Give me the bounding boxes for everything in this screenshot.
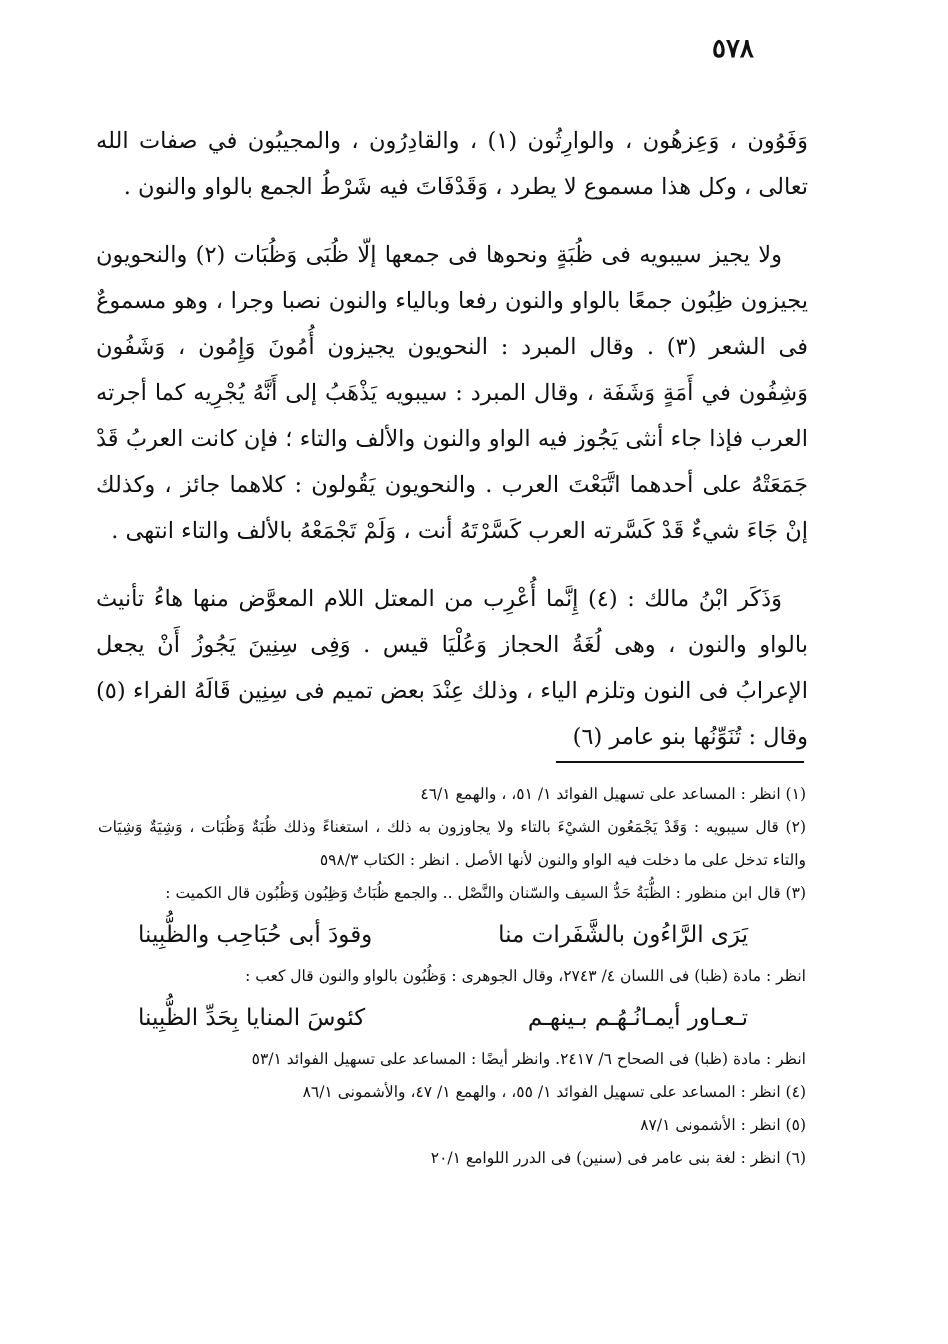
verse-2-second-hemistich: كئوسَ المنايا بِحَدِّ الظُّبِينا xyxy=(138,1005,366,1031)
poetry-verse-2 xyxy=(98,993,806,1043)
footnote-4: (٤) انظر : المساعد على تسهيل الفوائد ١/ ٥٥، ، والهمع ١/ ٤٧، والأشمونى ٨٦/١ xyxy=(302,1083,806,1101)
poetry-verse-1 xyxy=(98,910,806,960)
footnote-3-source: انظر : مادة (ظبا) فى اللسان ٤/ ٢٧٤٣، وقال الجوهرى : وَظُبُون بالواو والنون قال كعب : xyxy=(245,967,806,985)
verse-2-first-hemistich: تـعـاور أيمـانُـهُـم بـينهـم xyxy=(527,1005,748,1031)
footnote-2: (٢) قال سيبويه : وَقَدْ يَجْمَعُون الشيْءَ بالتاء ولا يجاوزون به ذلك ، استغناءً وذلك ظُبَةٌ وَظُبَات ، وَشِيَةٌ وَشِيَات والتاء تدخل على ما دخلت فيه الواو والنون لأنها الأصل . انظر : الكتاب ٥٩٨/٣ xyxy=(98,818,806,869)
paragraph-2: ولا يجيز سيبويه فى ظُبَةٍ ونحوها فى جمعها إلّا ظُبَى وَظُبَات (٢) والنحويون يجيزون ظِبُون جمعًا بالواو والنون رفعا وبالياء والنون نصبا وجرا ، وهو مسموعٌ فى الشعر (٣) . وقال المبرد : النحويون يجيزون أُمُونَ وَإِمُون ، وَشَفُون وَشِفُون في أَمَةٍ وَشَفَة ، وقال المبرد : سيبويه يَذْهَبُ إلى أَنَّهُ يُجْرِيه كما أجرته العرب فإذا جاء أنثى يَجُوز فيه الواو والنون والألف والتاء ؛ فإن كانت العربُ قَدْ جَمَعَتْهُ على أحدهما اتَّبَعْتَ العرب . والنحويون يَقُولون : كلاهما جائز ، وكذلك إنْ جَاءَ شيءٌ قَدْ كَسَّرته العرب كَسَّرْتَهُ أنت ، وَلَمْ تَجْمَعْهُ بالألف والتاء انتهى . xyxy=(96,242,808,544)
verse-1-second-hemistich: وقودَ أبى حُبَاحِب والظُّبِينا xyxy=(138,922,373,948)
footnote-5: (٥) انظر : الأشمونى ٨٧/١ xyxy=(640,1116,806,1134)
main-text xyxy=(96,118,808,782)
footnote-3-source-2: انظر : مادة (ظبا) فى الصحاح ٦/ ٢٤١٧. وانظر أيضًا : المساعد على تسهيل الفوائد ٥٣/١ xyxy=(251,1050,806,1068)
footnotes xyxy=(98,778,806,1175)
verse-1-first-hemistich: يَرَى الرَّاءُون بالشَّفَرات منا xyxy=(498,922,748,948)
footnote-6: (٦) انظر : لغة بنى عامر فى (سنين) فى الدرر اللوامع ٢٠/١ xyxy=(430,1149,806,1167)
footnote-divider xyxy=(556,761,804,763)
page-number: ٥٧٨ xyxy=(712,34,754,64)
footnote-3: (٣) قال ابن منظور : الظُّبَةُ حَدُّ السيف والسّنان والنَّصْل .. والجمع ظُبَاتٌ وَظِبُون وَظُبُون قال الكميت : xyxy=(165,884,806,902)
paragraph-1: وَفَوُون ، وَعِزهُون ، والوارِثُون (١) ، والقادِرُون ، والمجيبُون في صفات الله تعالى ، وكل هذا مسموع لا يطرد ، وَقَدْفَاتَ فيه شَرْطُ الجمع بالواو والنون . xyxy=(96,128,808,200)
footnote-1: (١) انظر : المساعد على تسهيل الفوائد ١/ ٥١، ، والهمع ٤٦/١ xyxy=(420,785,806,803)
paragraph-3: وَذَكَر ابْنُ مالك : (٤) إِنَّما أُعْرِب من المعتل اللام المعوَّض منها هاءُ تأنيث بالواو والنون ، وهى لُغَةُ الحجاز وَعُلْيَا قيس . وَفِى سِنِينَ يَجُوزُ أَنْ يجعل الإعرابُ فى النون وتلزم الياء ، وذلك عِنْدَ بعض تميم فى سِنِين قَالَهُ الفراء (٥) وقال : تُنَوِّنُها بنو عامر (٦) xyxy=(96,586,808,750)
